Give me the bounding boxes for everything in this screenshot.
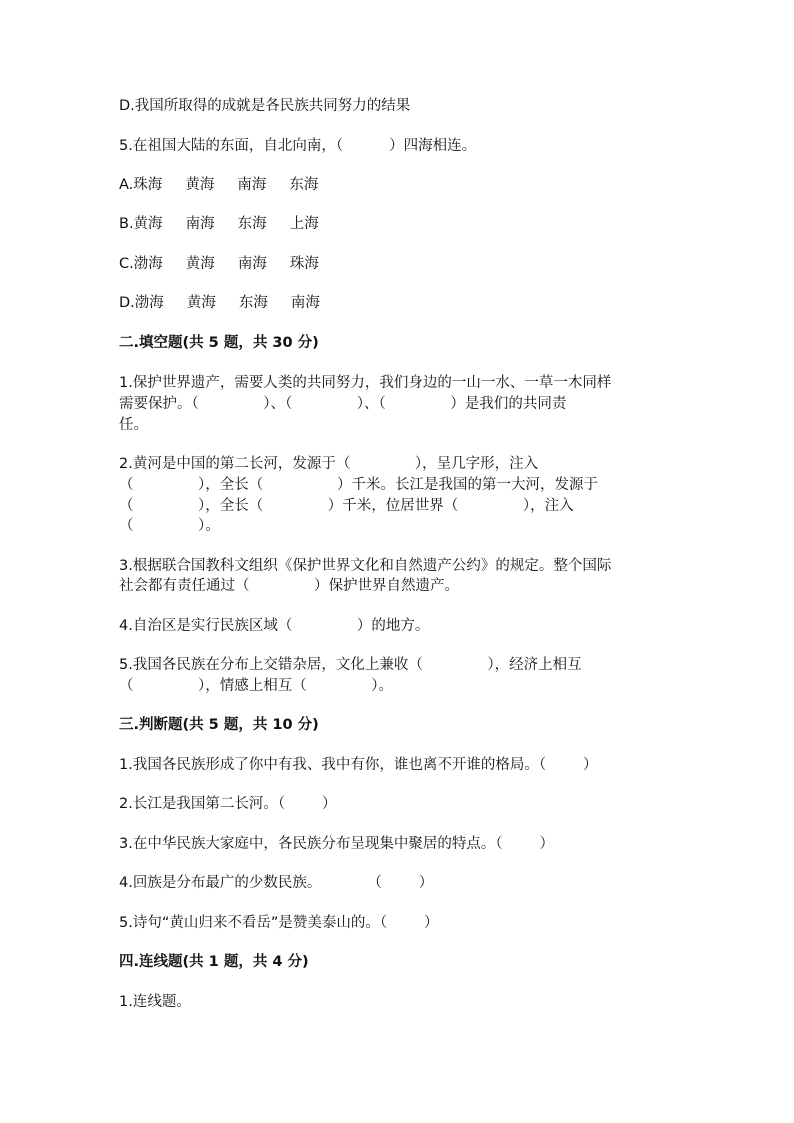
judge-q3: 3.在中华民族大家庭中，各民族分布呈现集中聚居的特点。（ ）: [119, 836, 554, 852]
q5-option-d: D.渤海 黄海 东海 南海: [119, 295, 320, 311]
fill-q2-line3: （ ），全长（ ）千米，位居世界（ ），注入: [119, 498, 574, 514]
q5-option-a: A.珠海 黄海 南海 东海: [119, 177, 319, 193]
judge-q1: 1.我国各民族形成了你中有我、我中有你，谁也离不开谁的格局。（ ）: [119, 757, 598, 773]
fill-q1-line3: 任。: [119, 417, 148, 433]
judge-q4: 4.回族是分布最广的少数民族。 （ ）: [119, 875, 434, 891]
fill-q3-line2: 社会都有责任通过（ ）保护世界自然遗产。: [119, 578, 460, 594]
judge-q2: 2.长江是我国第二长河。（ ）: [119, 796, 337, 812]
fill-q5-line1: 5.我国各民族在分布上交错杂居，文化上兼收（ ），经济上相互: [119, 657, 582, 673]
section4-heading: 四.连线题(共 1 题，共 4 分): [119, 954, 309, 970]
q5-stem: 5.在祖国大陆的东面，自北向南，（ ）四海相连。: [119, 138, 477, 154]
q5-option-b: B.黄海 南海 东海 上海: [119, 216, 319, 232]
q4-option-d: D.我国所取得的成就是各民族共同努力的结果: [119, 98, 411, 114]
fill-q1-line2: 需要保护。（ ）、（ ）、（ ）是我们的共同责: [119, 396, 567, 412]
match-q1: 1.连线题。: [119, 994, 191, 1010]
fill-q1-line1: 1.保护世界遗产，需要人类的共同努力，我们身边的一山一水、一草一木同样: [119, 375, 612, 391]
fill-q2-line1: 2.黄河是中国的第二长河，发源于（ ），呈几字形，注入: [119, 456, 539, 472]
fill-q3-line1: 3.根据联合国教科文组织《保护世界文化和自然遗产公约》的规定。整个国际: [119, 558, 612, 574]
fill-q2-line4: （ ）。: [119, 518, 220, 534]
fill-q5-line2: （ ），情感上相互（ ）。: [119, 678, 394, 694]
q5-option-c: C.渤海 黄海 南海 珠海: [119, 256, 319, 272]
fill-q4-line1: 4.自治区是实行民族区域（ ）的地方。: [119, 618, 430, 634]
section3-heading: 三.判断题(共 5 题，共 10 分): [119, 717, 319, 733]
judge-q5: 5.诗句“黄山归来不看岳”是赞美泰山的。（ ）: [119, 915, 439, 931]
fill-q2-line2: （ ），全长（ ）千米。长江是我国的第一大河，发源于: [119, 477, 599, 493]
section2-heading: 二.填空题(共 5 题，共 30 分): [119, 335, 319, 351]
